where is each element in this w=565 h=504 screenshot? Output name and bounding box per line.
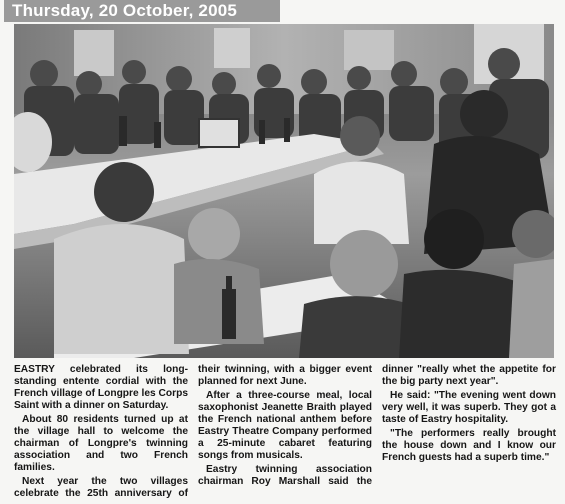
article-paragraph: About 80 residents turned up at the village hall to welcome the chairman of Longpre's twinning association and two French families. xyxy=(14,414,188,473)
article-photo xyxy=(14,24,554,358)
article-paragraph: "The performers really brought the house down and I know our French guests had a superb time." xyxy=(382,428,556,463)
article-paragraph: Eastry twinning association chairman Roy Marshall said the dinner "really whet the appetite for the big party next year". xyxy=(198,364,556,487)
dateline-banner: Thursday, 20 October, 2005 xyxy=(4,0,280,22)
article-paragraph: EASTRY celebrated its long-standing entente cordial with the French village of Longpre les Corps Saint with a dinner on Saturday. xyxy=(14,364,188,411)
article-body xyxy=(14,364,556,502)
article-paragraph: He said: "The evening went down very well, it was superb. They got a taste of Eastry hospitality. xyxy=(382,390,556,425)
article-paragraph: Next year the two villages celebrate the 25th anniversary of their twinning, with a bigger event planned for next June. xyxy=(14,364,372,499)
photo-image xyxy=(14,24,554,358)
article-paragraph: After a three-course meal, local saxophonist Jeanette Braith played the French national anthem before Eastry Theatre Company performed a 25-minute cabaret featuring songs from musicals. xyxy=(198,390,372,461)
